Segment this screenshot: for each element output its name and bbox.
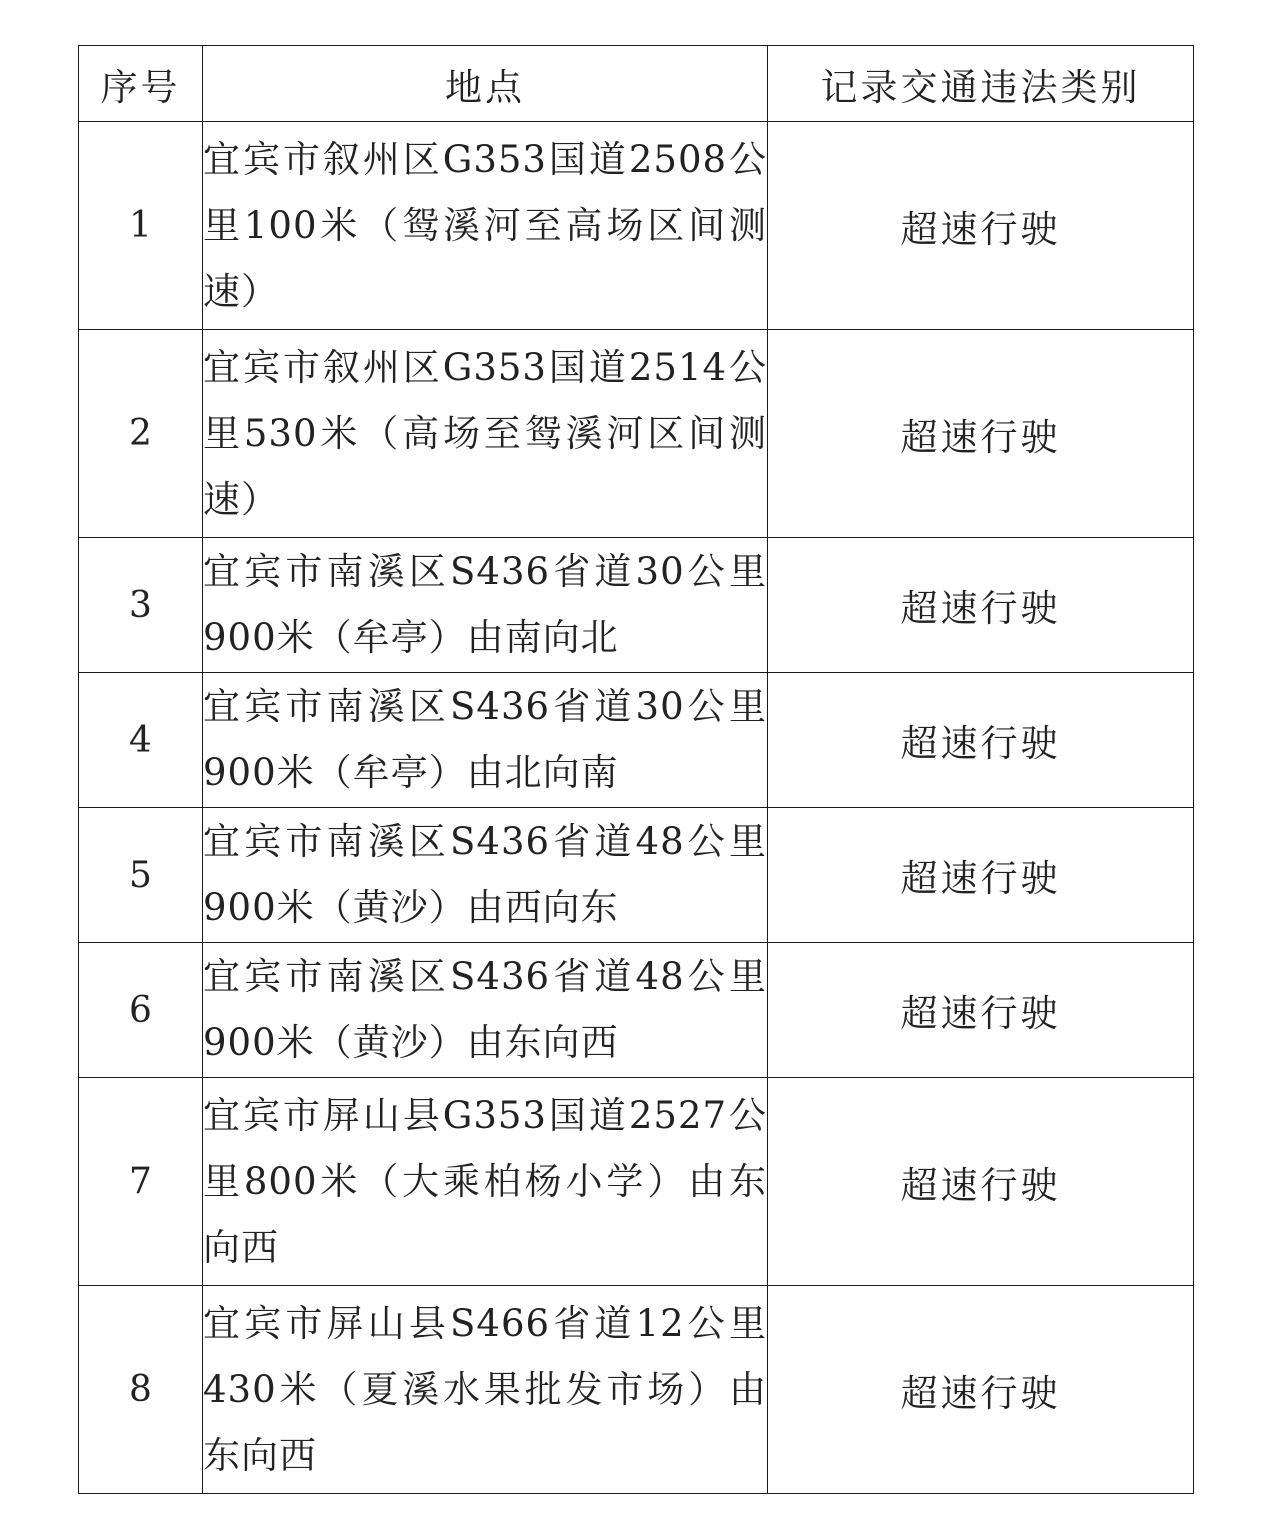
row-location-text: 宜宾市南溪区S436省道48公里900米（黄沙）由东向西	[203, 955, 767, 1064]
row-category: 超速行驶	[768, 673, 1194, 808]
row-location-text: 宜宾市屏山县G353国道2527公里800米（大乘柏杨小学）由东向西	[203, 1093, 767, 1269]
row-category: 超速行驶	[768, 808, 1194, 943]
row-location-text: 宜宾市南溪区S436省道30公里900米（牟亭）由北向南	[203, 685, 767, 794]
table-row	[79, 808, 1194, 943]
row-location	[203, 1286, 768, 1494]
table-row	[79, 1286, 1194, 1494]
row-location-text: 宜宾市南溪区S436省道48公里900米（黄沙）由西向东	[203, 820, 767, 929]
row-location	[203, 122, 768, 330]
row-index: 6	[79, 943, 203, 1078]
row-category: 超速行驶	[768, 1078, 1194, 1286]
table-row	[79, 122, 1194, 330]
row-index: 5	[79, 808, 203, 943]
table-row	[79, 943, 1194, 1078]
header-location: 地点	[203, 46, 768, 122]
table-header-row	[79, 46, 1194, 122]
row-category: 超速行驶	[768, 943, 1194, 1078]
row-index: 8	[79, 1286, 203, 1494]
row-location	[203, 943, 768, 1078]
row-location	[203, 808, 768, 943]
row-category: 超速行驶	[768, 538, 1194, 673]
row-location-text: 宜宾市叙州区G353国道2508公里100米（鸳溪河至高场区间测速）	[203, 137, 767, 313]
row-category: 超速行驶	[768, 330, 1194, 538]
row-location	[203, 330, 768, 538]
table-row	[79, 673, 1194, 808]
row-index: 3	[79, 538, 203, 673]
row-index: 1	[79, 122, 203, 330]
row-location-text: 宜宾市南溪区S436省道30公里900米（牟亭）由南向北	[203, 550, 767, 659]
table-row	[79, 538, 1194, 673]
camera-locations-table	[78, 45, 1194, 1494]
row-category: 超速行驶	[768, 1286, 1194, 1494]
row-category: 超速行驶	[768, 122, 1194, 330]
row-index: 4	[79, 673, 203, 808]
header-index: 序号	[79, 46, 203, 122]
row-index: 2	[79, 330, 203, 538]
row-location	[203, 538, 768, 673]
header-category: 记录交通违法类别	[768, 46, 1194, 122]
row-location	[203, 673, 768, 808]
row-location	[203, 1078, 768, 1286]
row-location-text: 宜宾市屏山县S466省道12公里430米（夏溪水果批发市场）由东向西	[203, 1301, 767, 1477]
row-location-text: 宜宾市叙州区G353国道2514公里530米（高场至鸳溪河区间测速）	[203, 345, 767, 521]
table-row	[79, 1078, 1194, 1286]
row-index: 7	[79, 1078, 203, 1286]
table-row	[79, 330, 1194, 538]
